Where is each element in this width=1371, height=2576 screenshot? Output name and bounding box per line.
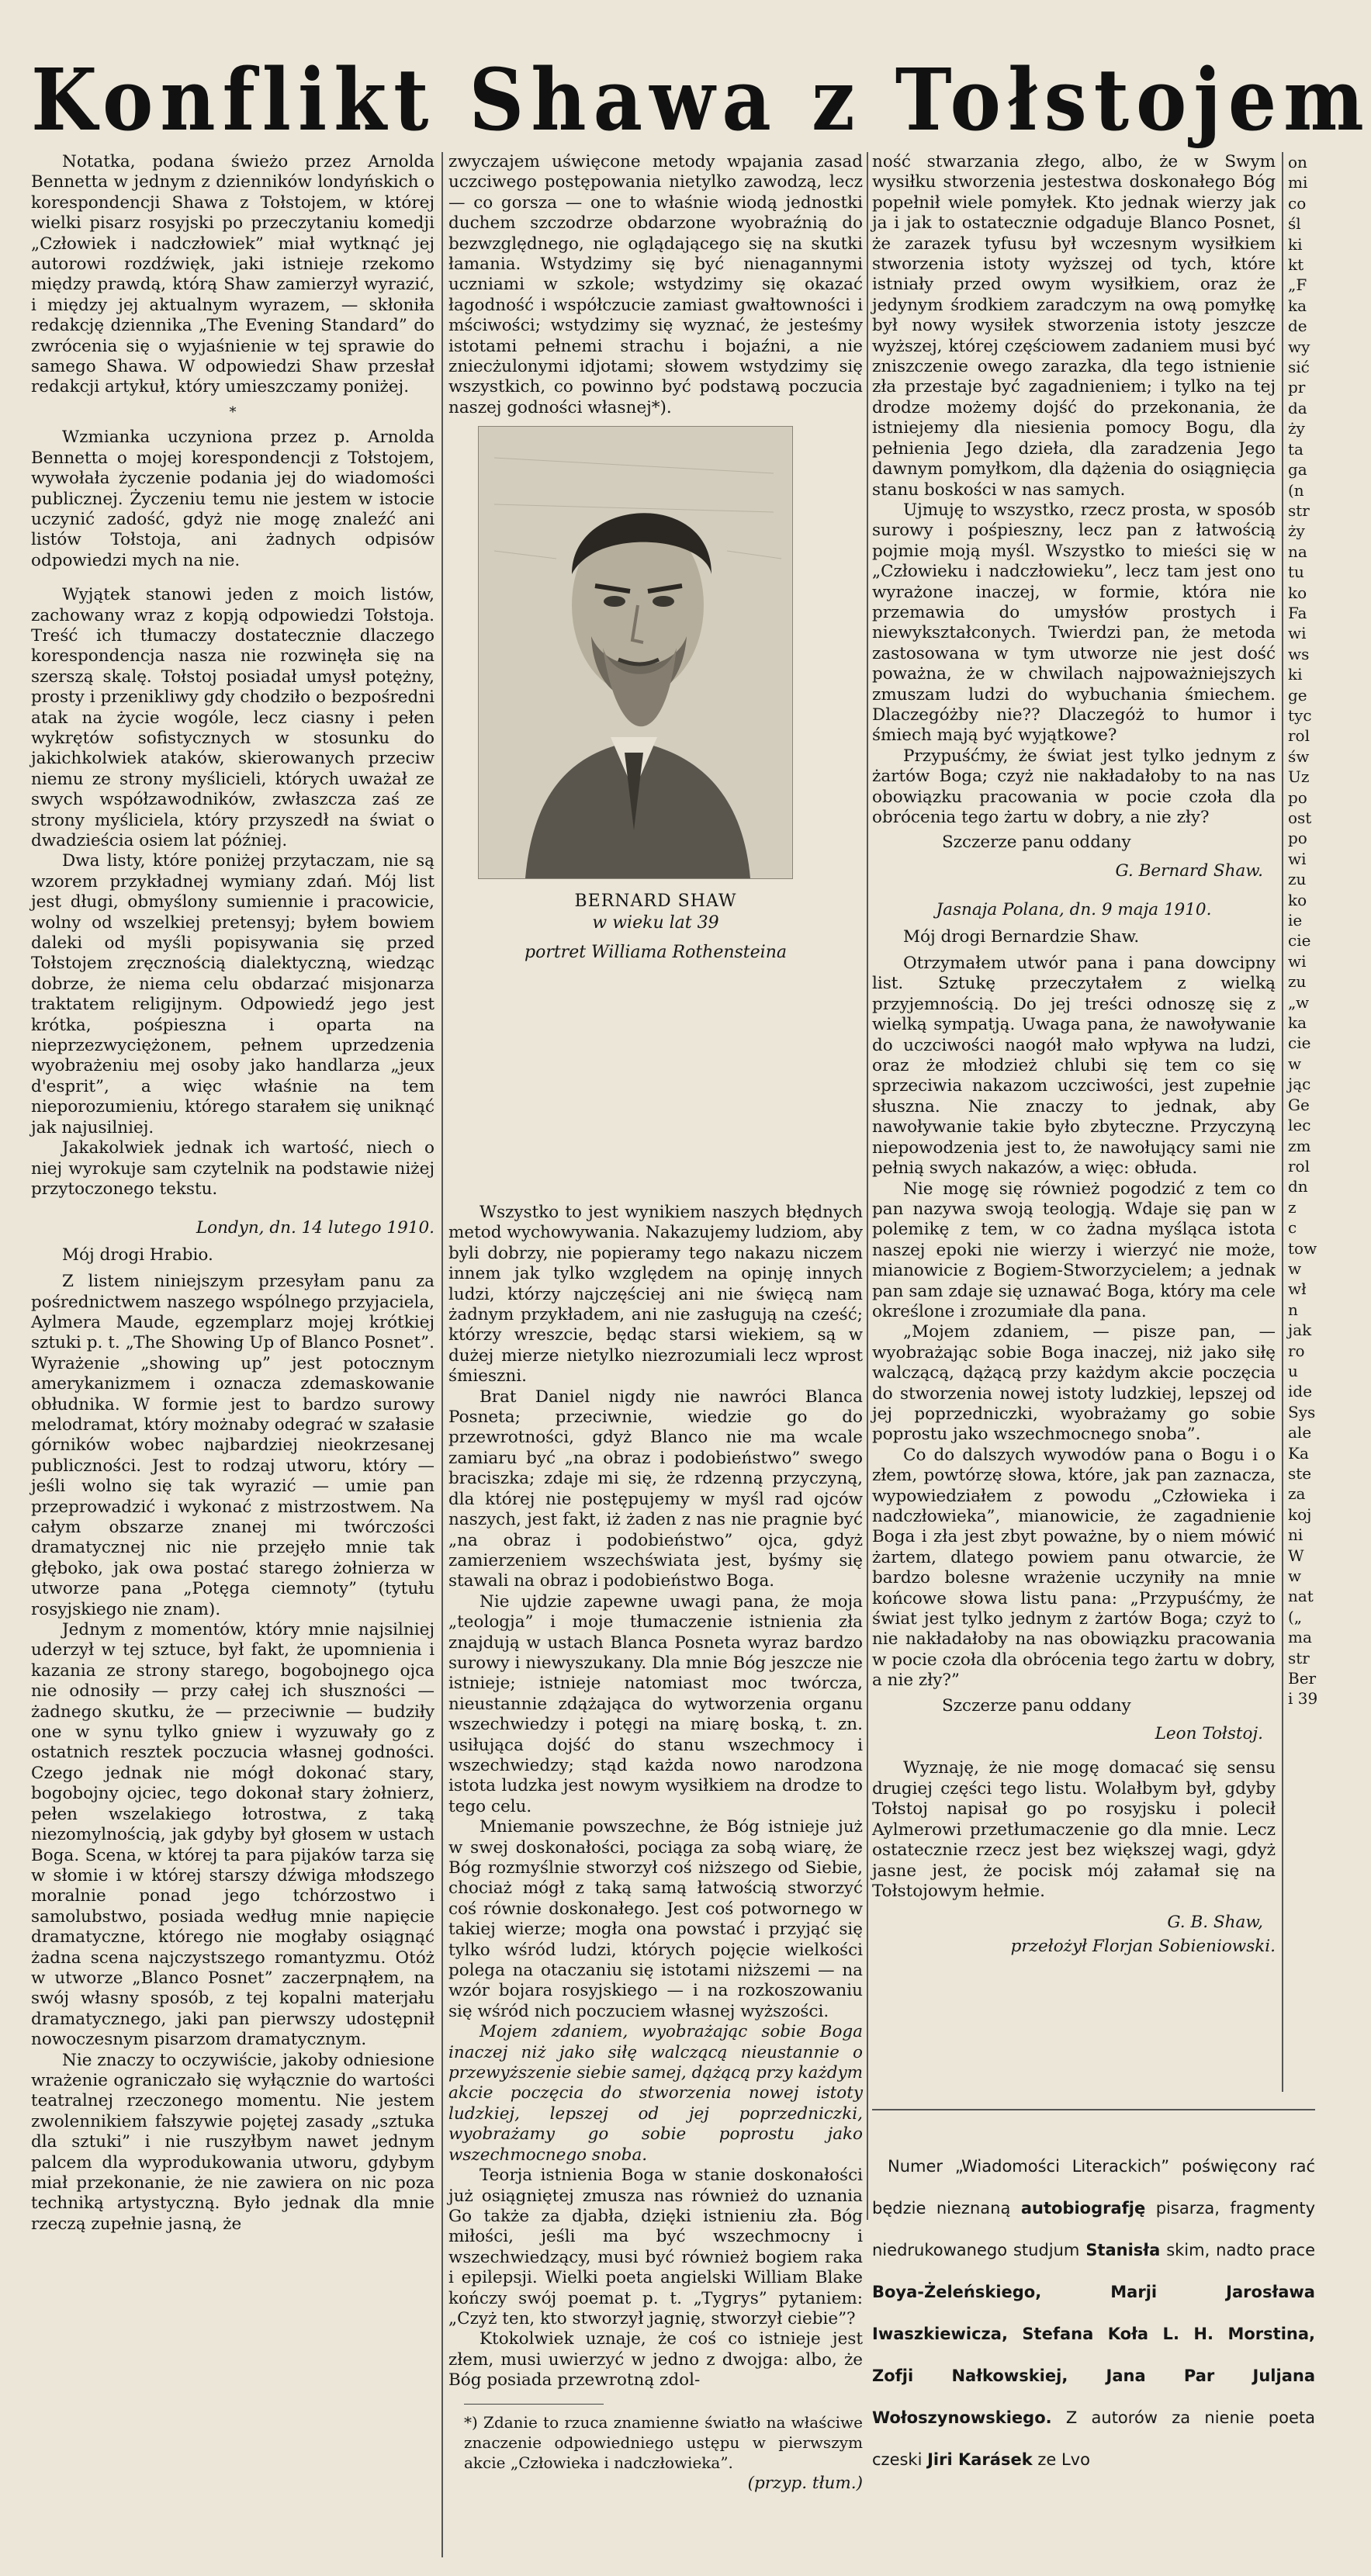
letter-date: Londyn, dn. 14 lutego 1910. (196, 1218, 434, 1238)
cut-off-word: ko (1288, 890, 1307, 909)
section-star: * (229, 403, 237, 421)
cut-off-word: na (1288, 542, 1307, 561)
cut-off-word: dn (1288, 1177, 1308, 1196)
paragraph: Nie mogę się również pogodzić z tem co pan nazywa swoją teologją. Wdaje się pan w polemikę z tem, w co żadna myśląca istota naszej epoki nie wierzy i wierzyć nie może, mianowicie z Bogiem-Stworzycielem; a jednak pan sam zdaje się uznawać Boga, który ma cele określone i zrozumiałe dla pana. (872, 1179, 1276, 1321)
paragraph: Wyjątek stanowi jeden z moich listów, zachowany wraz z kopją odpowiedzi Tołstoja. Treść ich tłumaczy dostatecznie dlaczego korespondencja nasza nie rozwinęła się na szerszą skalę. Tołstoj posiadał umysł potężny, prosty i przenikliwy gdy chodziło o bezpośredni atak na życie wogóle, lecz ciasny i pełen wykrętów sofistycznych w stosunku do jakichkolwiek ataków, skierowanych przeciw niemu ze strony myślicieli, których uważał ze swych współzawodników, zwłaszcza zaś ze strony myśliciela, który przyszedł na świat o dwadzieścia osiem lat później. (31, 585, 434, 850)
paragraph: Nie znaczy to oczywiście, jakoby odniesione wrażenie ograniczało się wyłącznie do wartości teatralnej rzeczonego momentu. Nie jestem zwolennikiem fałszywie pojętej zasady „sztuka dla sztuki” i nie ruszyłbym nawet jednym palcem dla wyprodukowania utworu, gdybym miał przekonanie, że nie zawiera on nic poza techniką artystyczną. Było jednak dla mnie rzeczą zupełnie jasną, że (31, 2050, 434, 2234)
caption-name: BERNARD SHAW (574, 892, 737, 911)
letter-closing: Szczerze panu oddany (942, 1695, 1131, 1716)
cut-off-word: za (1288, 1484, 1306, 1504)
letter-signature: G. Bernard Shaw. (1115, 860, 1263, 881)
cut-off-word: rol (1288, 726, 1310, 746)
paragraph: ność stwarzania złego, albo, że w Swym wysiłku stworzenia jestestwa doskonałego Bóg popełnił wiele pomyłek. Kto jednak wierzy jak ja i jak to ostatecznie odgaduje Blanco Posnet, że zarazek tyfusu był wczesnym wysiłkiem stworzenia istoty wyższej od tych, które istniały przed owym wysiłkiem, oraz że jedynym środkiem zaradczym na ową pomyłkę był nowy wysiłek stworzenia istoty jeszcze wyższej, której częściowem zadaniem musi być zniszczenie owego zarazka, dla tego istnienie zła przestaje być zagadnieniem; i tylko na tej drodze możemy dojść do przekonania, że istniejemy dla niesienia pomocy Bogu, dla pełnienia Jego dzieła, dla zaradzenia Jego dawnym pomyłkom, dla dążenia do osiągnięcia stanu boskości w nas samych. (872, 152, 1276, 500)
paragraph: Ujmuję to wszystko, rzecz prosta, w sposób surowy i pośpieszny, lecz pan z łatwością pojmie moją myśl. Wszystko to mieści się w „Człowieku i nadczłowieku”, lecz tam jest ono wyrażone inaczej, w formie, która nie przemawia do umysłów prostych i niewykształconych. Twierdzi pan, że metoda zastosowana w tym utworze nie jest dość poważna, że w chwilach najpoważniejszych zmuszam ludzi do wybuchania śmiechem. Dlaczegóżby nie?? Dlaczegóż to humor i śmiech mają być wyjątkowe? (872, 500, 1276, 746)
cut-off-word: w (1288, 1054, 1302, 1073)
cut-off-word: wy (1288, 337, 1310, 356)
cut-off-word: cie (1288, 931, 1311, 950)
cut-off-word: wi (1288, 849, 1307, 868)
cut-off-word: „w (1288, 992, 1310, 1012)
cut-off-word: ga (1288, 460, 1307, 480)
notice-bold-name: Jiri Karásek (927, 2450, 1033, 2469)
cut-off-word: jak (1288, 1321, 1312, 1340)
cut-off-word: sić (1288, 358, 1310, 377)
cut-off-word: ma (1288, 1628, 1312, 1647)
cut-off-word: n (1288, 1300, 1298, 1319)
cut-off-word: („ (1288, 1607, 1303, 1626)
notice-segment: pisarza, (1145, 2199, 1231, 2218)
cut-off-word: ży (1288, 419, 1305, 438)
paragraph: Nie ujdzie zapewne uwagi pana, że moja „teologja” i moje tłumaczenie istnienia zła znajdują w ustach Blanca Posneta wyraz bardzo surowy i niewyszukany. Dla mnie Bóg jeszcze nie istnieje; istnieje natomiast moc twórcza, nieustannie zdążająca do wytworzenia organu wszechwiedzy i potęgi na miarę boską, t. zn. usiłująca dojść do stanu wszechmocy i wszechwiedzy; stąd każda nowo narodzona istota ludzka jest nowym wysiłkiem na drodze to tego celu. (448, 1591, 863, 1816)
portrait-caption (448, 891, 863, 964)
letter-salutation: Mój drogi Bernardzie Shaw. (903, 926, 1140, 947)
cut-off-word: Ber (1288, 1669, 1317, 1688)
portrait-drawing (479, 427, 792, 878)
cut-off-word: lec (1288, 1116, 1311, 1135)
cut-off-word: co (1288, 193, 1307, 213)
cut-off-word: w (1288, 1567, 1302, 1586)
cut-off-word: ale (1288, 1423, 1312, 1442)
cut-off-word: śl (1288, 214, 1301, 234)
cut-off-word: cie (1288, 1034, 1311, 1053)
cut-off-word: ste (1288, 1464, 1312, 1483)
paragraph: Wszystko to jest wynikiem naszych błędnych metod wychowywania. Nakazujemy ludziom, aby byli dobrzy, nie popieramy tego nakazu niczem innem jak tylko względem na opinję innych ludzi, którzy najczęściej ani nie święcą nam żadnym przykładem, ani nie zasługują na cześć; którzy wreszcie, będąc starsi wiekiem, są w dużej mierze nietylko niezrozumiali lecz wprost śmieszni. (448, 1203, 863, 1387)
footnote: *) Zdanie to rzuca znamienne światło na właściwe znaczenie odpowiedniego ustępu w pierwszym akcie „Człowieka i nadczłowieka”. (464, 2412, 863, 2473)
author-signature: G. B. Shaw, (1167, 1913, 1263, 1933)
notice-text (872, 2145, 1315, 2481)
cut-off-word: str (1288, 500, 1310, 520)
column-1 (31, 152, 434, 2573)
notice-segment: Numer „Wiadomości Literackich” poświęcony (888, 2157, 1290, 2176)
cut-off-word: „F (1288, 275, 1307, 295)
cut-off-word: wł (1288, 1279, 1307, 1299)
paragraph: Jakakolwiek jednak ich wartość, niech o niej wyrokuje sam czytelnik na podstawie niżej przytoczonego tekstu. (31, 1138, 434, 1199)
cut-off-word: ko (1288, 583, 1307, 602)
cut-off-word: Fa (1288, 603, 1307, 622)
paragraph: Mniemanie powszechne, że Bóg istnieje już w swej doskonałości, pociąga za sobą wiarę, że Bóg rozmyślnie stworzył coś niższego od Siebie, chociaż mógł z taką samą łatwością stworzyć coś równie doskonałego. Jest coś potwornego w takiej wierze; mogła ona powstać i przyjąć się tylko wśród ludzi, których pojęcie wielkości polega na otaczaniu się istotami niższemi — na wzór bojara rosyjskiego — i na rozkoszowaniu się wśród nich poczuciem własnej wyższości. (448, 1817, 863, 2021)
cut-off-word: tow (1288, 1238, 1317, 1258)
cut-off-word: ni (1288, 1525, 1303, 1545)
paragraph: Wyznaję, że nie mogę domacać się sensu drugiej części tego listu. Wolałbym był, gdyby Tołstoj napisał go po rosyjsku i polecił Aylmerowi przetłumaczenie go dla mnie. Lecz ostatecznie rzecz jest bez większej wagi, gdyż jasne jest, że pocisk mój załamał się na Tołstojowym hełmie. (872, 1758, 1276, 1901)
cut-off-word: wi (1288, 624, 1307, 643)
letter-date: Jasnaja Polana, dn. 9 maja 1910. (936, 900, 1212, 920)
cut-off-word: św (1288, 746, 1310, 766)
paragraph: Co do dalszych wywodów pana o Bogu i o złem, powtórzę słowa, które, jak pan zaznacza, wypowiedziałem z powodu „Człowieka i nadczłowieka”, mianowicie, że zagadnienie Boga i zła jest zbyt poważne, by o niem mówić żartem, dlatego powiem panu otwarcie, że bardzo bolesne wrażenie uczyniły na mnie końcowe słowa listu pana: „Przypuśćmy, że świat jest tylko jednym z żartów Boga; czyż to nie nakładałoby na nas obowiązku pracowania w pocie czoła dla obrócenia tego żartu w dobry, a nie zły?” (872, 1445, 1276, 1691)
cut-off-word: Ge (1288, 1095, 1310, 1114)
paragraph: Otrzymałem utwór pana i pana dowcipny list. Sztukę przeczytałem z wielką przyjemnością. Do jej treści odnoszę się z wielką sympatją. Uwaga pana, że nawoływanie do uczciwości naogół mało wpływa na ludzi, oraz że młodzież chlubi się tem co się sprzeciwia nakazom uczciwości, jest zupełnie słuszna. Nie znaczy to jednak, aby nawoływanie takie było zbyteczne. Przyczyną niepowodzenia jest to, że nawołujący sami nie pełnią swych nakazów, a więc: obłuda. (872, 954, 1276, 1179)
cut-off-word: Ka (1288, 1443, 1309, 1463)
paragraph: Wzmianka uczyniona przez p. Arnolda Bennetta o mojej korespondencji z Tołstojem, wywołała życzenie podania jej do wiadomości publicznej. Życzeniu temu nie jestem w istocie uczynić zadość, gdyż nie mogę znaleźć ani listów Tołstoja, ani żadnych odpisów odpowiedzi mych na nie. (31, 428, 434, 570)
notice-bold-name: Boya-Żeleńskiego, Marji (872, 2283, 1158, 2301)
paragraph: Dwa listy, które poniżej przytaczam, nie są wzorem przykładnej wymiany zdań. Mój list jest długi, obmyślony sumiennie i pracowicie, wolny od wszelkiej pretensyj; byłem bowiem daleki od myśli popisywania się przed Tołstojem zręcznością dialektyczną, wiedząc dobrze, że niema celu obdarzać misjonarza traktatem religijnym. Odpowiedź jego jest krótka, pośpieszna i oparta na nieprzezwyciężonem, pełnem uprzedzenia wyobrażeniu mej osoby jako handlarza „jeux d'esprit”, a więc właśnie na tem nieporozumieniu, którego starałem się uniknąć jak najusilniej. (31, 851, 434, 1137)
notice-bold-name: L. H. Morstina, Zofji Nałkowskiej, Jana Par (872, 2325, 1315, 2385)
column-4-fragment (1288, 152, 1318, 1743)
cut-off-word: u (1288, 1361, 1298, 1380)
cut-off-word: rol (1288, 1156, 1310, 1175)
cut-off-word: zu (1288, 972, 1307, 992)
cut-off-word: W (1288, 1546, 1304, 1565)
cut-off-word: ie (1288, 911, 1303, 930)
notice-segment: fragmenty niedrukowanego studjum (872, 2199, 1315, 2259)
cut-off-word: po (1288, 829, 1307, 848)
cut-off-word: koj (1288, 1504, 1312, 1524)
cut-off-word: i 39 (1288, 1689, 1318, 1709)
cut-off-word: ost (1288, 808, 1312, 827)
paragraph: Teorja istnienia Boga w stanie doskonałości już osiągniętej zmusza nas również do uznania Go także za djabła, dzięki istnieniu zła. Bóg miłości, jeśli ma być wszechmocny i wszechwiedzący, musi być również bogiem raka i epilepsji. Wielki poeta angielski William Blake kończy swój poemat p. t. „Tygrys” pytaniem: „Czyż ten, kto stworzył jagnię, stworzył ciebie”? (448, 2166, 863, 2328)
cut-off-word: z (1288, 1197, 1297, 1217)
cut-off-word: ws (1288, 644, 1310, 663)
notice-bold-name: Jarosława Iwaszkiewicza, Stefana Koła (872, 2283, 1315, 2343)
cut-off-word: jąc (1288, 1075, 1311, 1094)
cut-off-word: tu (1288, 563, 1304, 582)
cut-off-word: da (1288, 398, 1307, 417)
paragraph: Ktokolwiek uznaje, że coś co istnieje jest złem, musi uwierzyć w jedno z dwojga: albo, że Bóg posiada przewrotną zdol- (448, 2329, 863, 2391)
cut-off-word: Uz (1288, 767, 1310, 787)
notice-segment: ze Lvo (1032, 2450, 1090, 2469)
article-headline: Konflikt Shawa z Tołstojem (31, 50, 1371, 151)
cut-off-word: ide (1288, 1382, 1313, 1401)
footnote-rule (464, 2404, 604, 2405)
notice-segment: Z autorów za (1051, 2408, 1191, 2427)
paragraph: Z listem niniejszym przesyłam panu za pośrednictwem naszego wspólnego przyjaciela, Aylmera Maude, egzemplarz mojej krótkiej sztuki p. t. „The Showing Up of Blanco Posnet”. Wyrażenie „showing up” jest potocznym amerykanizmem i oznacza zdemaskowanie obłudnika. W formie jest to bardzo surowy melodramat, który możnaby odegrać w szałasie górników wobec najbardziej nieokrzesanej publiczności. Jest to rodzaj utworu, który — jeśli wolno się tak wyrazić — umie pan przeprowadzić i wykonać z mistrzostwem. Na całym obszarze znanej mi twórczości dramatycznej nic nie przejęło mnie tak głęboko, jak owa postać starego żołnierza w utworze pana „Potęga ciemnoty” (tytułu rosyjskiego nie znam). (31, 1272, 434, 1619)
cut-off-word: c (1288, 1218, 1297, 1238)
cut-off-word: kt (1288, 255, 1304, 275)
letter-signature: Leon Tołstoj. (1155, 1724, 1263, 1744)
cut-off-word: ka (1288, 1013, 1307, 1033)
italic-paragraph: Mojem zdaniem, wyobrażając sobie Boga inaczej niż jako siłę walczącą nieustannie o przewyższenie siebie samej, dążącą przy każdym akcie poczęcia do stworzenia nowej istoty ludzkiej, lepszej od jej poprzedniczki, wyobrażamy go sobie poprostu jako wszechmocnego snoba. (448, 2022, 863, 2165)
letter-salutation: Mój drogi Hrabio. (62, 1245, 213, 1265)
cut-off-word: str (1288, 1648, 1310, 1667)
cut-off-word: nat (1288, 1587, 1314, 1606)
paragraph (448, 152, 863, 417)
cut-off-word: (n (1288, 480, 1304, 500)
cut-off-word: tyc (1288, 705, 1312, 725)
announcement-notice (872, 2145, 1315, 2576)
cut-off-word: ka (1288, 296, 1307, 315)
cut-off-word: ży (1288, 521, 1305, 541)
cut-off-word: de (1288, 317, 1307, 336)
notice-bold-name: autobiografję (1020, 2199, 1146, 2218)
cut-off-word: wi (1288, 951, 1307, 971)
paragraph: „Mojem zdaniem, — pisze pan, — wyobrażając sobie Boga inaczej, niż jako siłę walczącą, dążącą przy każdym akcie poczęcia do stworzenia nowej istoty ludzkiej, lepszej od jej poprzedniczki, wyobrażamy go sobie poprostu jako wszechmocnego snoba”. (872, 1322, 1276, 1445)
cut-off-word: ro (1288, 1341, 1305, 1360)
column-rule (441, 152, 443, 2557)
notice-segment: skim, nadto prace (1160, 2241, 1315, 2259)
cut-off-word: zu (1288, 870, 1307, 889)
cut-off-word: mi (1288, 173, 1308, 192)
portrait-image (478, 426, 793, 879)
notice-bold-name: Juljana Wołoszynowskiego. (872, 2367, 1315, 2427)
translator-credit: przełożył Florjan Sobieniowski. (1010, 1936, 1276, 1956)
cut-off-word: ta (1288, 439, 1303, 459)
column-rule (1282, 152, 1283, 2092)
paragraph: Jednym z momentów, który mnie najsilniej uderzył w tej sztuce, był fakt, że upomnienia i kazania ze strony starego, bogobojnego ojca nie odnosiły — przy całej ich słuszności — żadnego skutku, że — przeciwnie — budziły one w synu tylko gniew i wyzuwały go z ostatnich resztek poczucia własnej godności. Czego jednak nie mógł dokonać stary, bogobojny ojciec, tego dokonał stary żołnierz, pełen wszelakiego łotrostwa, z taką niezomylnością, jak gdyby był głosem w ustach Boga. Scena, w której ta para pijaków tarza się w słomie i w której starszy dźwiga młodszego moralnie ponad jego tchórzostwo i samolubstwo, posiada według mnie napięcie dramatyczne, którego nie mogłaby osiągnąć żadna scena najczystszego romantyzmu. Otóż w utworze „Blanco Posnet” zaczerpnąłem, na swój własny sposób, z tej kopalni materjału dramatycznego, jaki pan pierwszy udostępnił nowoczesnym pisarzom dramatycznym. (31, 1620, 434, 2050)
paragraph: Brat Daniel nigdy nie nawróci Blanca Posneta; przeciwnie, wiedzie go do przewrotności, gdyż Blanco nie ma wcale zamiaru być „na obraz i podobieństwo” swego braciszka; zdaje mi się, że rdzenną przyczyną, dla której nie postępujemy w myśl rad ojców naszych, jest fakt, iż żaden z nas nie pragnie być „na obraz i podobieństwo” ojca, gdyż zamierzeniem wszechświata jest, byśmy się stawali na obraz i podobieństwo Boga. (448, 1387, 863, 1591)
notice-segment: rać będzie nieznaną (872, 2157, 1315, 2218)
column-rule (867, 152, 868, 2220)
cut-off-word: ki (1288, 234, 1303, 254)
cut-off-word: w (1288, 1259, 1302, 1278)
cut-off-word: ge (1288, 685, 1307, 705)
cut-off-word: on (1288, 153, 1307, 171)
cut-off-word: Sys (1288, 1402, 1316, 1421)
paragraph-text: zwyczajem uświęcone metody wpajania zasad uczciwego postępowania nietylko zawodzą, lecz — co gorsza — one to właśnie wiodą jednostki duchem szczodrze obdarzone wyobraźnią do bezwzględnego, nie oglądającego się na skutki łamania. Wstydzimy się być nienagannymi uczniami w szkole; wstydzimy się okazać łagodność i współczucie zamiast gwałtowności i mściwości; wstydzimy się wyznać, że jesteśmy istotami pełnemi strachu i bojaźni, a nie zniecżulonymi idjotami; słowem wstydzimy się wszystkich, co powinno być podstawą poczucia naszej godności własnej*). (448, 152, 863, 417)
cut-off-word: pr (1288, 378, 1306, 397)
caption-credit: portret Williama Rothensteina (525, 943, 787, 962)
letter-closing: Szczerze panu oddany (942, 833, 1131, 853)
cut-off-word: ki (1288, 665, 1303, 684)
notice-bold-name: Stanisła (1085, 2241, 1161, 2259)
cut-off-word: po (1288, 788, 1307, 807)
notice-segment: nienie poeta czeski (872, 2408, 1315, 2469)
column-3 (872, 152, 1276, 2216)
paragraph: Przypuśćmy, że świat jest tylko jednym z żartów Boga; czyż nie nakładałoby to na nas obowiązku pracowania w pocie czoła dla obrócenia tego żartu w dobry, a nie zły? (872, 746, 1276, 827)
cut-off-word: zm (1288, 1136, 1311, 1155)
footnote-attribution: (przyp. tłum.) (747, 2473, 863, 2493)
caption-age: w wieku lat 39 (592, 913, 719, 933)
intro-paragraph: Notatka, podana świeżo przez Arnolda Bennetta w jednym z dzienników londyńskich o korespondencji Shawa z Tołstojem, w której wielki pisarz rosyjski po przeczytaniu komedji „Człowiek i nadczłowiek” miał wytknąć jej autorowi rozdźwięk, jaki istnieje rzekomo między prawdą, którą Shaw zamierzył wyrazić, i między jej aktualnym wyrazem, — skłoniła redakcję dziennika „The Evening Standard” do zwrócenia się o wyjaśnienie w tej sprawie do samego Shawa. W odpowiedzi Shaw przesłał redakcji artykuł, który umieszczamy poniżej. (31, 152, 434, 397)
